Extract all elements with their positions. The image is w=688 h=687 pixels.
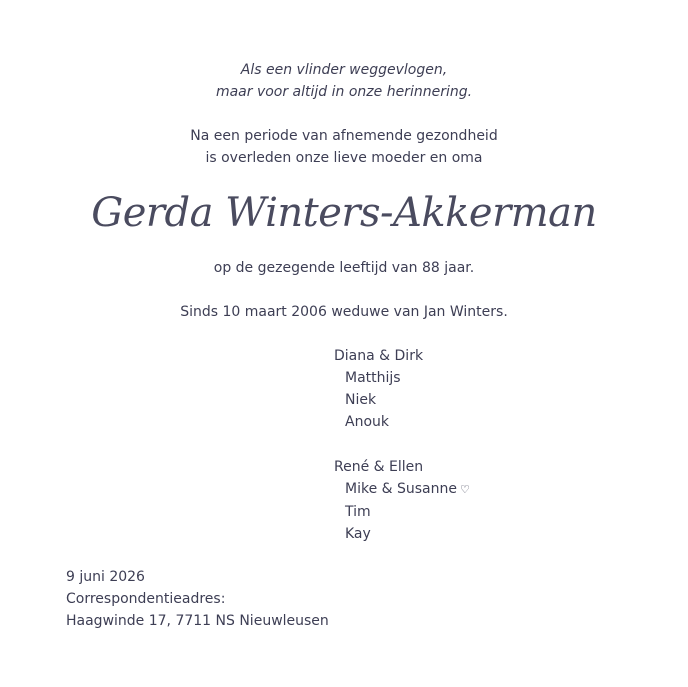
family-child: Niek [345, 392, 377, 408]
footer-block [66, 566, 329, 632]
family-group-1 [334, 345, 423, 433]
correspondence-label: Correspondentieadres: [66, 591, 226, 607]
heart-icon: ♡ [460, 483, 470, 496]
footer-date: 9 juni 2026 [66, 569, 145, 585]
intro-line-1: Na een periode van afnemende gezondheid [190, 128, 498, 144]
correspondence-address: Haagwinde 17, 7711 NS Nieuwleusen [66, 613, 329, 629]
family-parents: René & Ellen [334, 459, 424, 475]
family-child: Matthijs [345, 370, 401, 386]
verse-line-1: Als een vlinder weggevlogen, [240, 62, 448, 78]
family-child-with-heart [334, 478, 470, 501]
intro-line-2: is overleden onze lieve moeder en oma [205, 150, 483, 166]
family-parents: Diana & Dirk [334, 348, 424, 364]
family-child: Mike & Susanne [345, 481, 457, 497]
family-child: Kay [345, 526, 371, 542]
family-child: Tim [345, 504, 371, 520]
family-group-2 [334, 456, 470, 545]
widow-text: Sinds 10 maart 2006 weduwe van Jan Winters. [180, 304, 508, 320]
age-text: op de gezegende leeftijd van 88 jaar. [213, 260, 475, 276]
verse-line-2: maar voor altijd in onze herinnering. [215, 84, 473, 100]
family-child: Anouk [345, 414, 389, 430]
deceased-name: Gerda Winters-Akkerman [91, 190, 597, 236]
